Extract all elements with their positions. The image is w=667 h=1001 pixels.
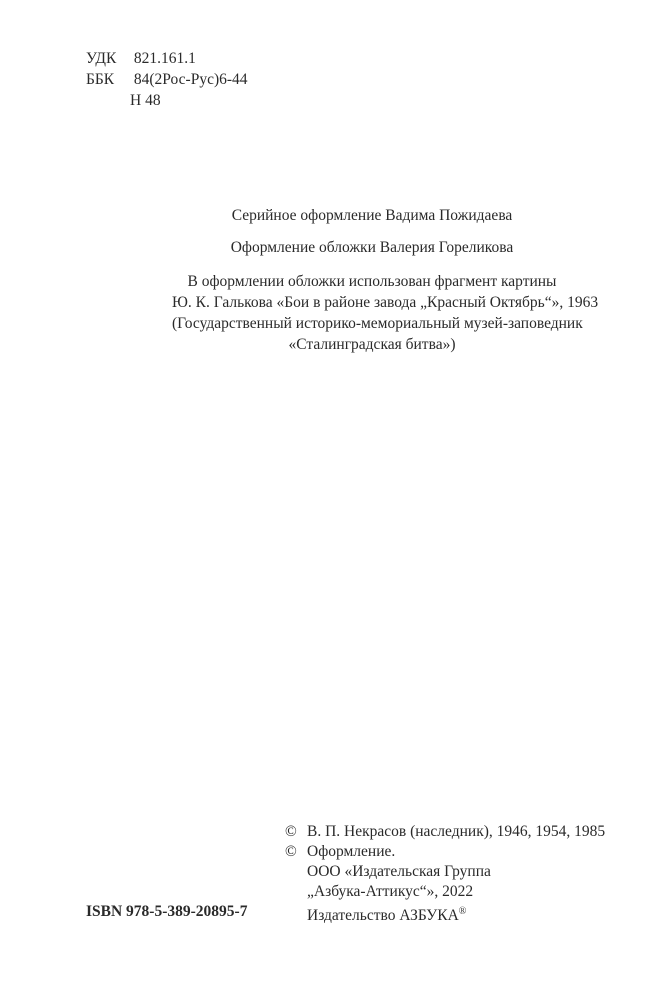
publisher-name: Издательство АЗБУКА [307,907,459,925]
copyright-design [285,842,395,862]
cover-art-line-3: (Государственный историко-мемориальный музей-заповедник [172,315,583,332]
copyright-author [285,822,605,842]
udk-label: УДК [86,50,117,67]
cover-art-line-1: В оформлении обложки использован фрагмент картины [187,273,557,290]
isbn: ISBN 978-5-389-20895-7 [86,903,248,920]
copyright-design-text: Оформление. [307,843,396,860]
copyright-author-text: В. П. Некрасов (наследник), 1946, 1954, 1985 [307,823,606,840]
cover-art-line-2: Ю. К. Галькова «Бои в районе завода „Красный Октябрь“», 1963 [172,294,599,311]
author-mark: Н 48 [130,92,161,109]
copyright-icon: © [285,843,297,860]
series-design-credit: Серийное оформление Вадима Пожидаева [231,207,513,224]
bbk-line [86,69,248,90]
bbk-label: ББК [86,71,115,88]
publisher-line-1: ООО «Издательская Группа [307,863,491,880]
publisher-line-3 [307,902,466,926]
copyright-icon: © [285,823,297,840]
bbk-value: 84(2Рос-Рус)6-44 [133,71,248,88]
udk-line [86,48,196,69]
udk-value: 821.161.1 [133,50,196,67]
registered-icon: ® [458,906,467,917]
cover-art-line-4: «Сталинградская битва») [288,336,456,353]
cover-design-credit: Оформление обложки Валерия Гореликова [230,239,514,256]
publisher-line-2: „Азбука-Аттикус“», 2022 [307,883,474,900]
